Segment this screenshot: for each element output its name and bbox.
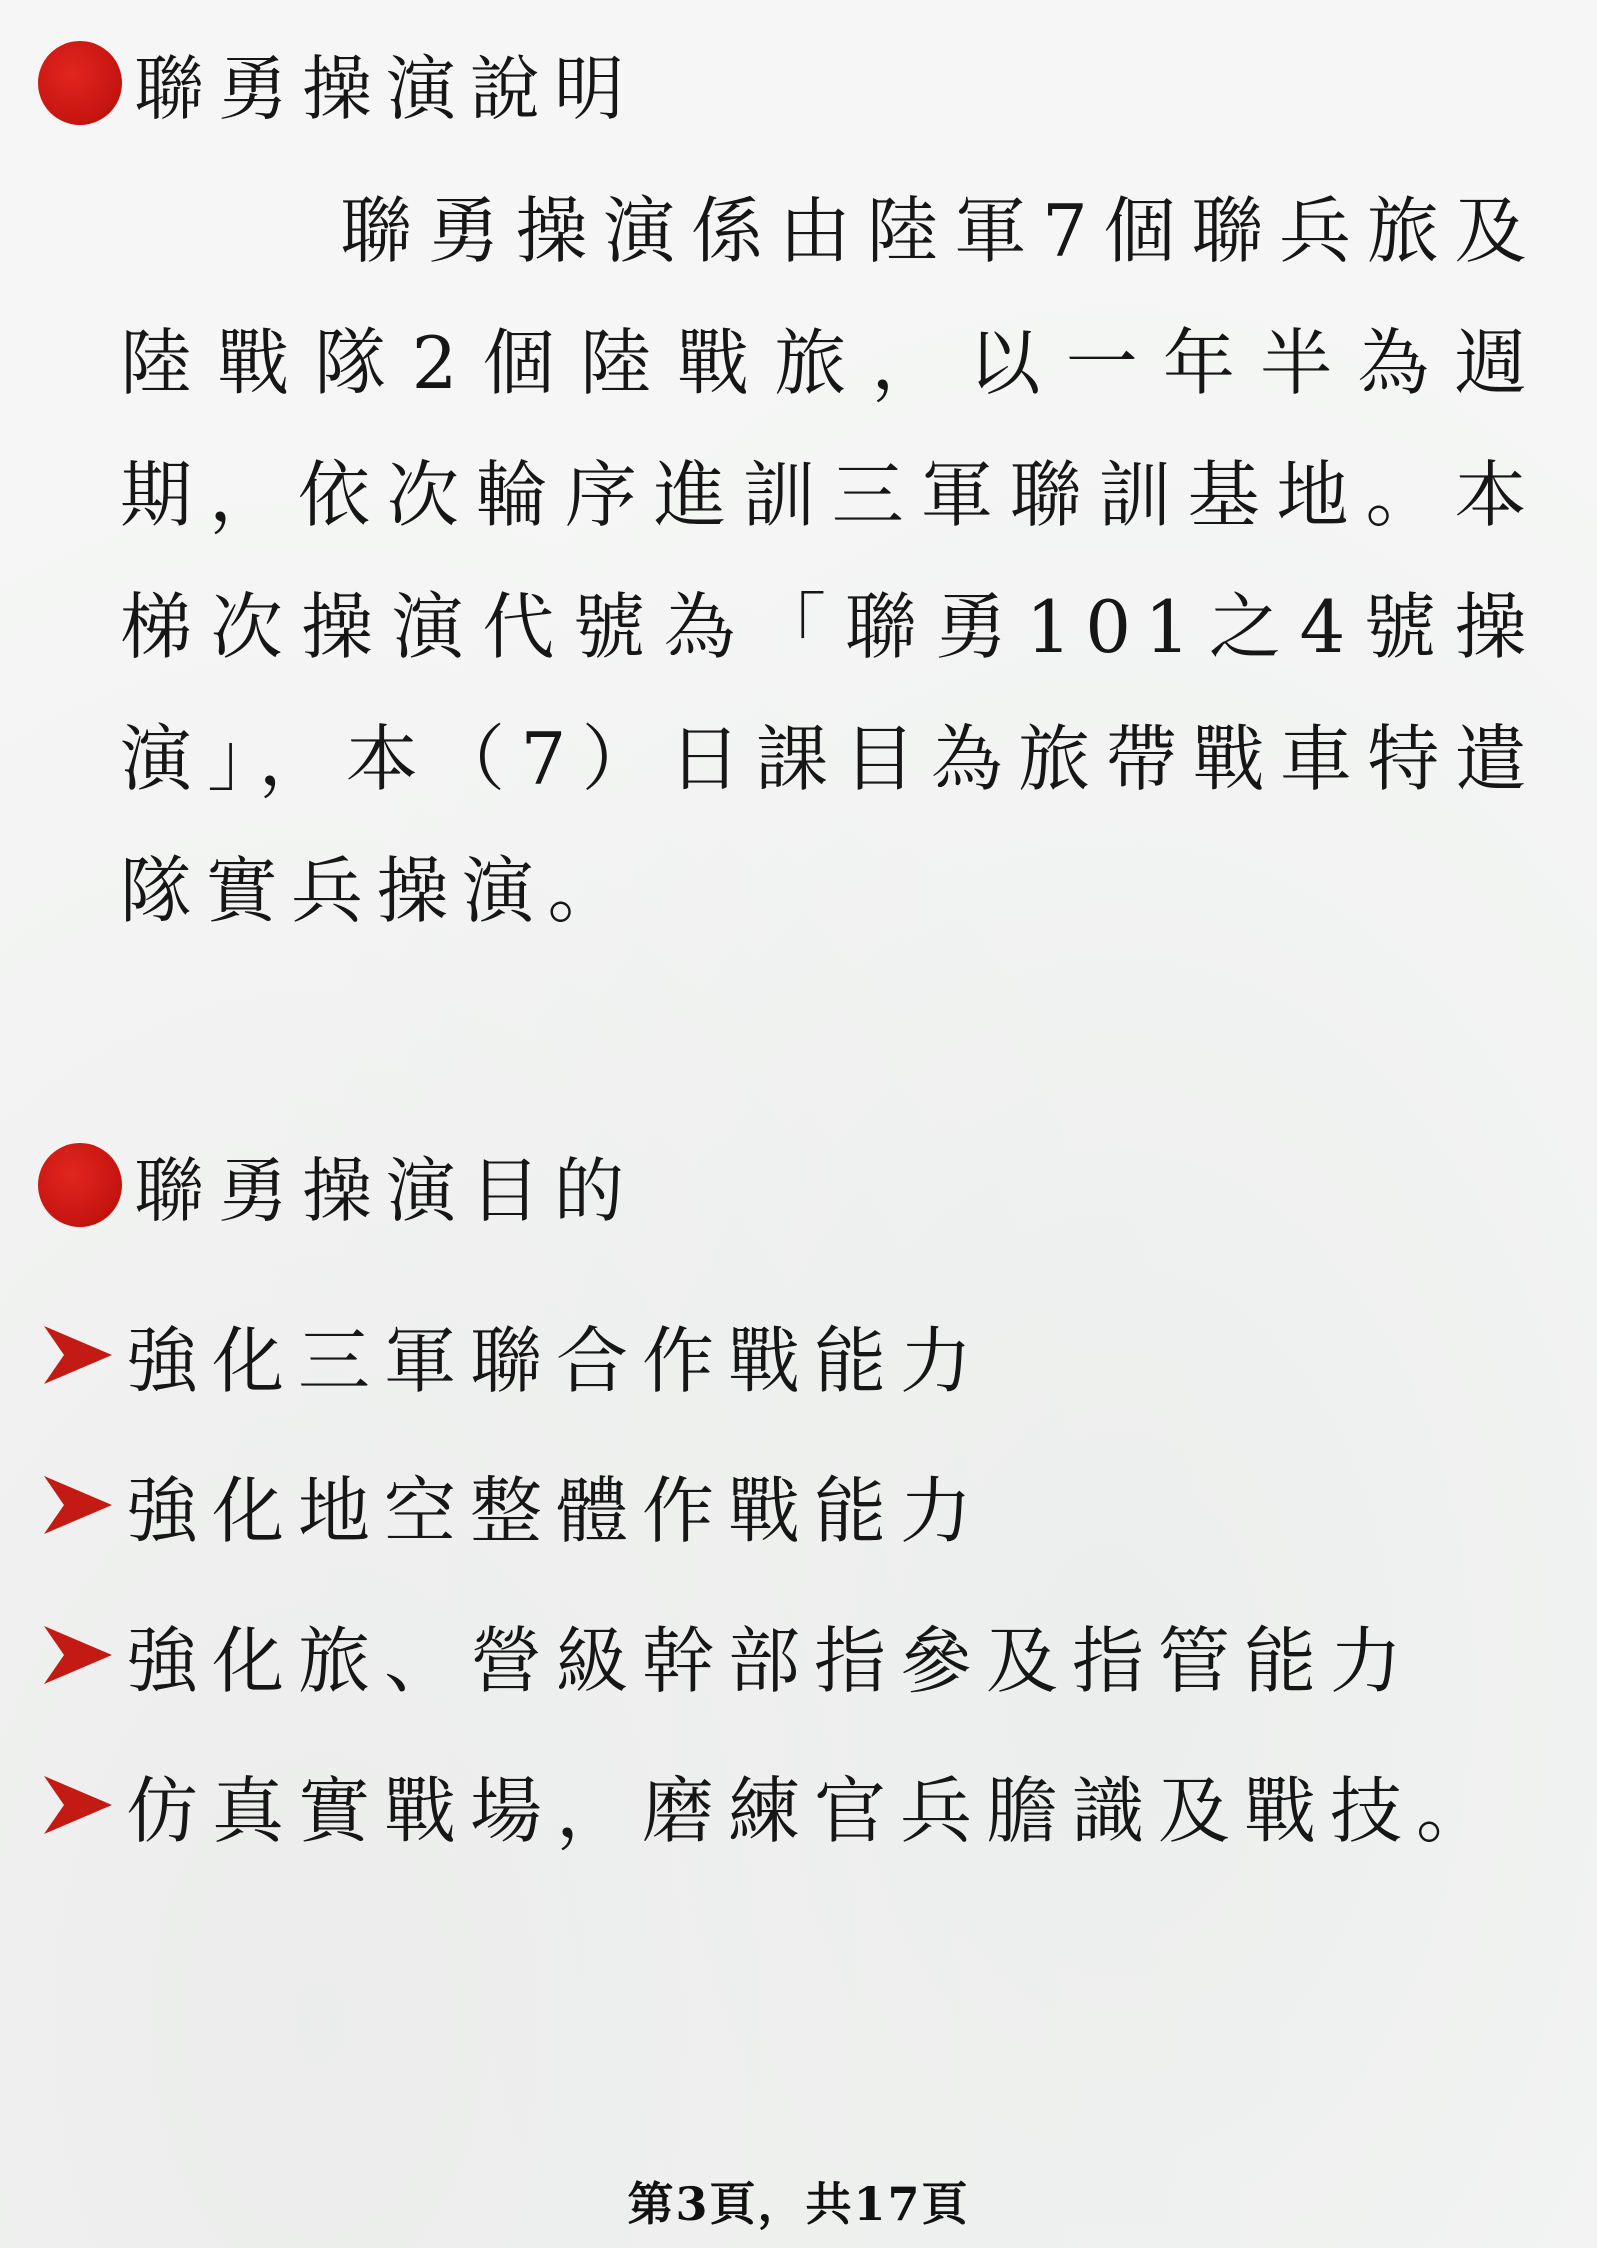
list-item bbox=[38, 1580, 1502, 1730]
red-arrow-icon bbox=[38, 1620, 118, 1690]
list-item-label: 強化三軍聯合作戰能力 bbox=[126, 1319, 987, 1403]
page-number-footer: 第3頁，共17頁 bbox=[627, 2177, 970, 2231]
section-title-text: 聯勇操演目的 bbox=[134, 1149, 638, 1232]
section-heading-objectives bbox=[38, 1140, 638, 1230]
list-item bbox=[38, 1730, 1502, 1880]
list-item-label: 強化旅、營級幹部指參及指管能力 bbox=[126, 1619, 1417, 1703]
red-bullet-icon bbox=[38, 41, 122, 125]
list-item-label: 仿真實戰場，磨練官兵膽識及戰技。 bbox=[126, 1769, 1503, 1853]
objectives-list bbox=[38, 1280, 1502, 1880]
list-item bbox=[38, 1280, 1502, 1430]
list-item bbox=[38, 1430, 1502, 1580]
red-arrow-icon bbox=[38, 1470, 118, 1540]
red-arrow-icon bbox=[38, 1770, 118, 1840]
section-heading-description bbox=[38, 38, 638, 128]
list-item-label: 強化地空整體作戰能力 bbox=[126, 1469, 987, 1553]
section-title-text: 聯勇操演說明 bbox=[134, 47, 638, 130]
red-bullet-icon bbox=[38, 1143, 122, 1227]
red-arrow-icon bbox=[38, 1320, 118, 1390]
description-paragraph: 聯勇操演係由陸軍7個聯兵旅及陸戰隊2個陸戰旅，以一年半為週期，依次輪序進訓三軍聯訓基地。本梯次操演代號為「聯勇101之4號操演」，本（7）日課目為旅帶戰車特遣隊實兵操演。 bbox=[120, 189, 1540, 933]
